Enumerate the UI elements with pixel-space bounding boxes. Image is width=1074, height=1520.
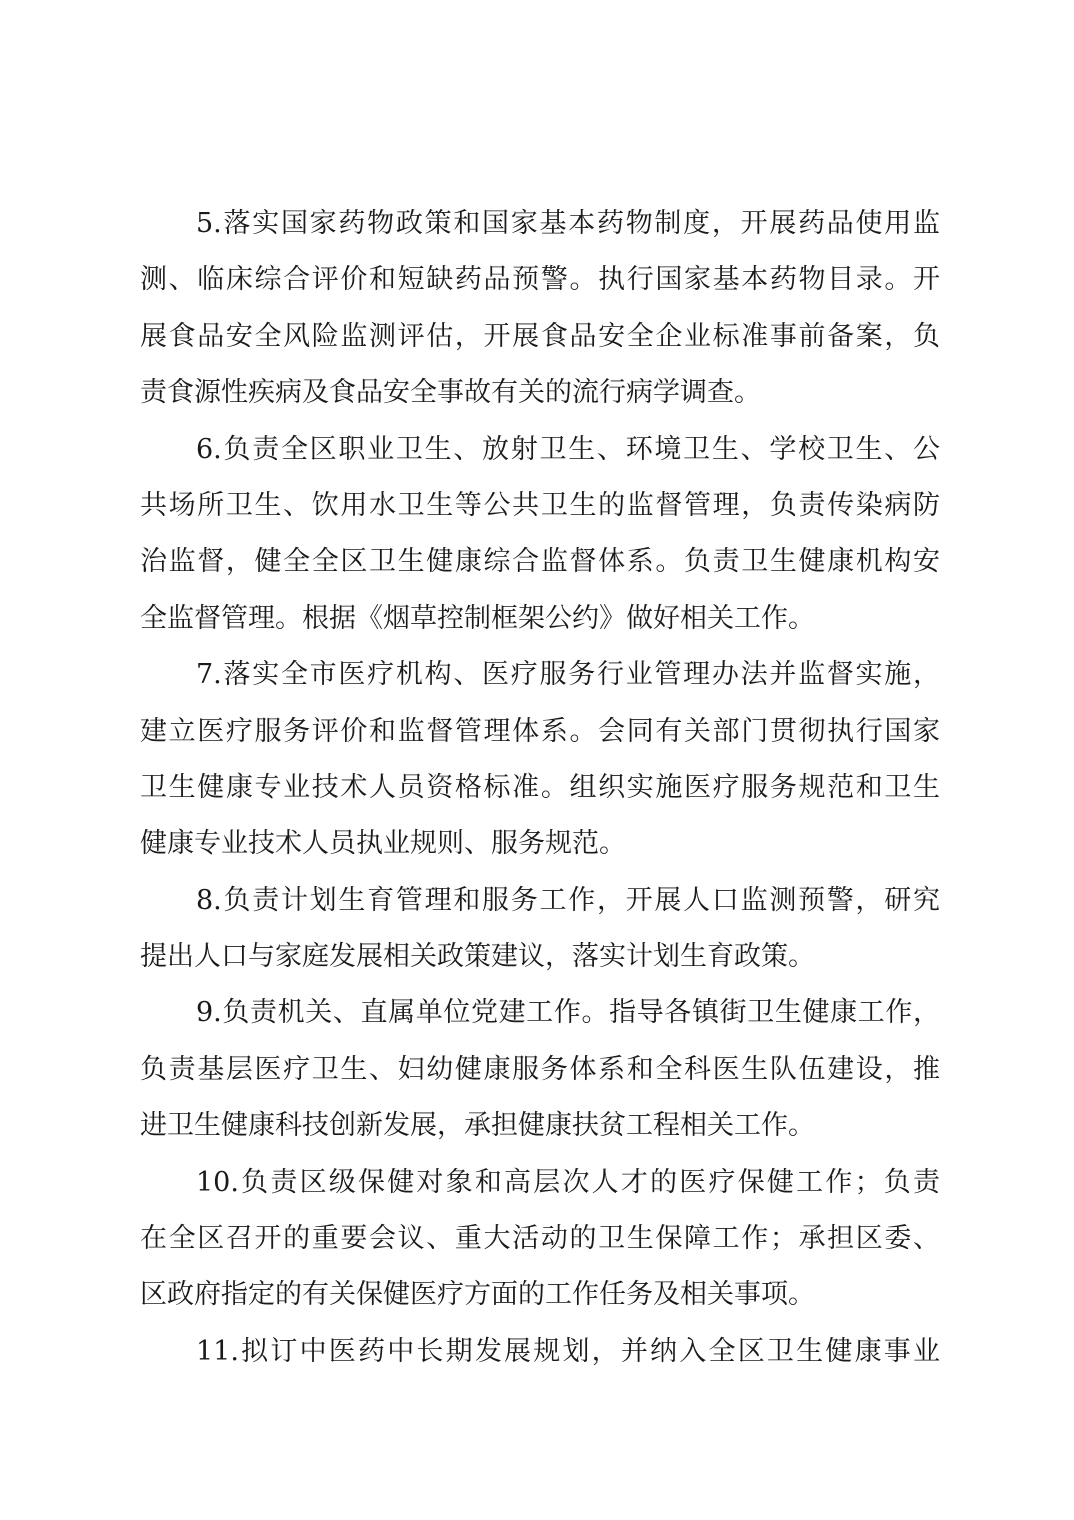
- text-line: 建立医疗服务评价和监督管理体系。会同有关部门贯彻执行国家: [140, 715, 940, 747]
- text-line: 负责基层医疗卫生、妇幼健康服务体系和全科医生队伍建设，推: [140, 1053, 940, 1085]
- text-line: 8.负责计划生育管理和服务工作，开展人口监测预警，研究: [196, 884, 940, 916]
- text-line: 治监督，健全全区卫生健康综合监督体系。负责卫生健康机构安: [140, 546, 940, 578]
- text-line: 健康专业技术人员执业规则、服务规范。: [140, 828, 626, 860]
- text-line: 5.落实国家药物政策和国家基本药物制度，开展药品使用监: [196, 208, 940, 239]
- text-line: 责食源性疾病及食品安全事故有关的流行病学调查。: [140, 377, 761, 409]
- text-line: 卫生健康专业技术人员资格标准。组织实施医疗服务规范和卫生: [140, 771, 940, 803]
- text-line: 区政府指定的有关保健医疗方面的工作任务及相关事项。: [140, 1279, 815, 1311]
- text-line: 6.负责全区职业卫生、放射卫生、环境卫生、学校卫生、公: [196, 433, 940, 465]
- text-line: 10.负责区级保健对象和高层次人才的医疗保健工作；负责: [196, 1166, 940, 1198]
- text-line: 7.落实全市医疗机构、医疗服务行业管理办法并监督实施，: [196, 659, 940, 691]
- text-line: 9.负责机关、直属单位党建工作。指导各镇街卫生健康工作，: [196, 997, 940, 1029]
- paragraph-9: [140, 985, 940, 1154]
- text-line: 进卫生健康科技创新发展，承担健康扶贫工程相关工作。: [140, 1110, 815, 1142]
- paragraph-5: [140, 196, 940, 422]
- paragraph-8: [140, 873, 940, 986]
- paragraph-10: [140, 1155, 940, 1324]
- text-line: 在全区召开的重要会议、重大活动的卫生保障工作；承担区委、: [140, 1223, 940, 1255]
- text-line: 提出人口与家庭发展相关政策建议，落实计划生育政策。: [140, 941, 815, 973]
- text-line: 共场所卫生、饮用水卫生等公共卫生的监督管理，负责传染病防: [140, 489, 940, 521]
- paragraph-11: [140, 1324, 940, 1380]
- text-line: 全监督管理。根据《烟草控制框架公约》做好相关工作。: [140, 602, 815, 634]
- text-line: 11.拟订中医药中长期发展规划，并纳入全区卫生健康事业: [196, 1335, 940, 1367]
- paragraph-7: [140, 647, 940, 873]
- document-body: [140, 196, 940, 1380]
- paragraph-6: [140, 422, 940, 648]
- text-line: 测、临床综合评价和短缺药品预警。执行国家基本药物目录。开: [140, 264, 940, 296]
- text-line: 展食品安全风险监测评估，开展食品安全企业标准事前备案，负: [140, 320, 940, 352]
